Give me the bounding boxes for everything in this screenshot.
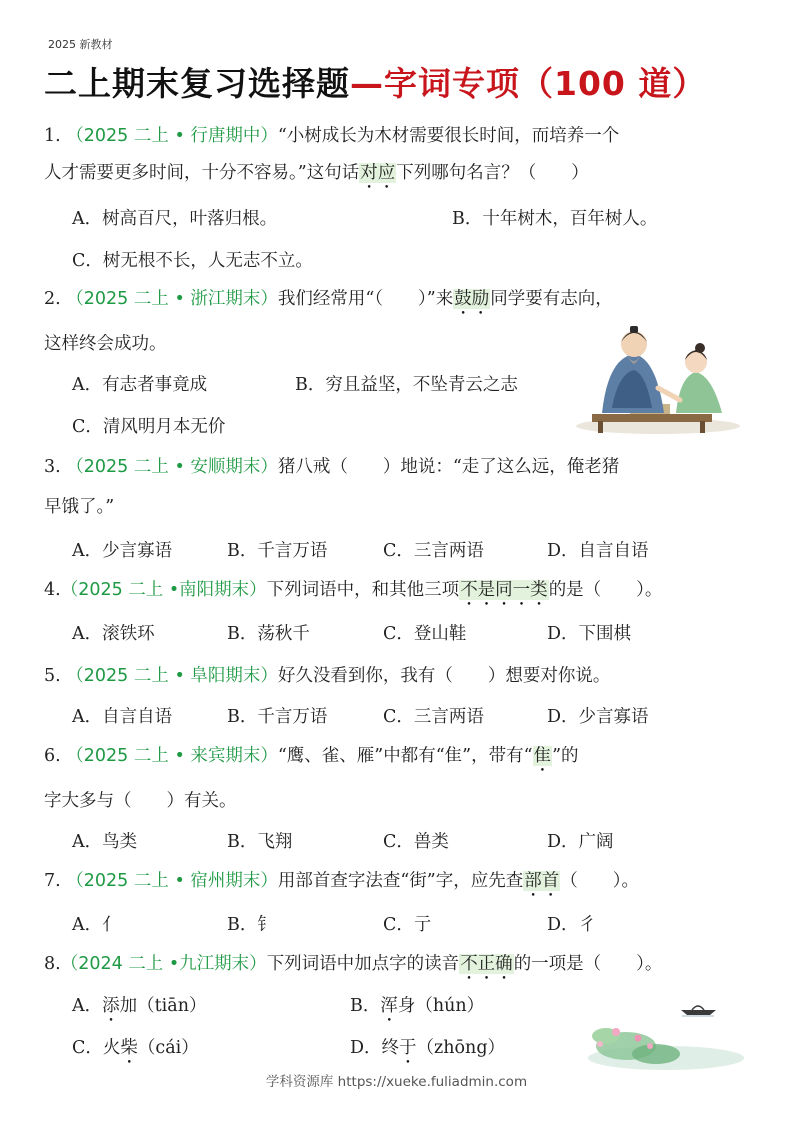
question-7-option-d[interactable]: D．彳: [547, 915, 597, 935]
question-4-option-b[interactable]: B．荡秋千: [227, 624, 310, 644]
question-8-source: （2024 二上 •九江期末）: [60, 954, 267, 974]
question-2-option-b[interactable]: B．穷且益坚，不坠青云之志: [295, 375, 518, 395]
question-8-highlight: 不正确: [460, 954, 513, 974]
question-2-highlight: 鼓励: [454, 289, 490, 309]
question-8-option-d[interactable]: D．终于（zhōng）: [350, 1038, 506, 1058]
edition-tag: 2025 新教材: [48, 38, 113, 51]
question-7-option-b[interactable]: B．钅: [227, 915, 275, 935]
question-5-option-d[interactable]: D．少言寡语: [547, 707, 649, 727]
question-5-source: （2025 二上 • 阜阳期末）: [66, 666, 278, 686]
question-1-source: （2025 二上 • 行唐期中）: [66, 126, 278, 146]
question-8-option-a[interactable]: A．添加（tiān）: [72, 996, 207, 1016]
question-6-line-2: 字大多与（ ）有关。: [44, 791, 237, 811]
question-1-option-b[interactable]: B．十年树木，百年树人。: [452, 209, 658, 229]
question-3-source: （2025 二上 • 安顺期末）: [66, 457, 278, 477]
question-2-source: （2025 二上 • 浙江期末）: [66, 289, 278, 309]
question-6-option-a[interactable]: A．鸟类: [72, 832, 138, 852]
question-7-option-a[interactable]: A．亻: [72, 915, 120, 935]
question-3-line-1: 3. （2025 二上 • 安顺期末）猪八戒（ ）地说：“走了这么远，俺老猪: [44, 457, 620, 477]
question-6-option-c[interactable]: C．兽类: [383, 832, 449, 852]
question-8-option-b[interactable]: B．浑身（hún）: [350, 996, 485, 1016]
question-8-line-1: 8.（2024 二上 •九江期末）下列词语中加点字的读音不正确的一项是（ ）。: [44, 954, 663, 974]
question-3-option-b[interactable]: B．千言万语: [227, 541, 328, 561]
question-3-option-c[interactable]: C．三言两语: [383, 541, 484, 561]
question-4-option-d[interactable]: D．下围棋: [547, 624, 632, 644]
question-1-option-a[interactable]: A．树高百尺，叶落归根。: [72, 209, 278, 229]
question-8-option-c[interactable]: C．火柴（cái）: [72, 1038, 199, 1058]
question-5-option-c[interactable]: C．三言两语: [383, 707, 484, 727]
question-5-option-b[interactable]: B．千言万语: [227, 707, 328, 727]
question-7-highlight: 部首: [524, 871, 560, 891]
question-1-line-2: 人才需要更多时间，十分不容易。”这句话对应下列哪句名言？（ ）: [44, 163, 589, 183]
question-1-option-c[interactable]: C．树无根不长，人无志不立。: [72, 251, 313, 271]
question-2-option-c[interactable]: C．清风明月本无价: [72, 417, 226, 437]
question-6-line-1: 6. （2025 二上 • 来宾期末）“鹰、雀、雁”中都有“隹”，带有“隹”的: [44, 746, 579, 766]
question-6-source: （2025 二上 • 来宾期末）: [66, 746, 278, 766]
question-6-option-b[interactable]: B．飞翔: [227, 832, 293, 852]
question-7-option-c[interactable]: C．亍: [383, 915, 432, 935]
question-5-option-a[interactable]: A．自言自语: [72, 707, 173, 727]
question-3-option-d[interactable]: D．自言自语: [547, 541, 649, 561]
question-3-line-2: 早饿了。”: [44, 497, 115, 517]
question-1-highlight: 对应: [360, 163, 396, 183]
question-7-line-1: 7. （2025 二上 • 宿州期末）用部首查字法查“街”字，应先查部首（ ）。: [44, 871, 639, 891]
page-title: [44, 58, 764, 105]
question-6-highlight: 隹: [533, 746, 552, 766]
question-5-line-1: 5. （2025 二上 • 阜阳期末）好久没看到你，我有（ ）想要对你说。: [44, 666, 611, 686]
title-main: 二上期末复习选择题: [44, 64, 350, 103]
question-7-source: （2025 二上 • 宿州期末）: [66, 871, 278, 891]
question-2-line-2: 这样终会成功。: [44, 334, 167, 354]
lotus-pond-illustration: [586, 996, 746, 1072]
question-4-line-1: 4.（2025 二上 •南阳期末）下列词语中，和其他三项不是同一类的是（ ）。: [44, 580, 663, 600]
question-1-line-1: 1. （2025 二上 • 行唐期中）“小树成长为木材需要很长时间，而培养一个: [44, 126, 620, 146]
question-2-option-a[interactable]: A．有志者事竟成: [72, 375, 208, 395]
question-4-option-a[interactable]: A．滚铁环: [72, 624, 155, 644]
question-4-source: （2025 二上 •南阳期末）: [60, 580, 267, 600]
question-4-option-c[interactable]: C．登山鞋: [383, 624, 467, 644]
question-6-option-d[interactable]: D．广阔: [547, 832, 614, 852]
question-3-option-a[interactable]: A．少言寡语: [72, 541, 173, 561]
question-4-highlight: 不是同一类: [460, 580, 548, 600]
question-2-line-1: 2. （2025 二上 • 浙江期末）我们经常用“（ ）”来鼓励同学要有志向，: [44, 289, 613, 309]
title-sub: —字词专项（100 道）: [350, 64, 707, 103]
footer-source-url: 学科资源库 https://xueke.fuliadmin.com: [265, 1074, 528, 1090]
teacher-student-illustration: [572, 318, 744, 436]
